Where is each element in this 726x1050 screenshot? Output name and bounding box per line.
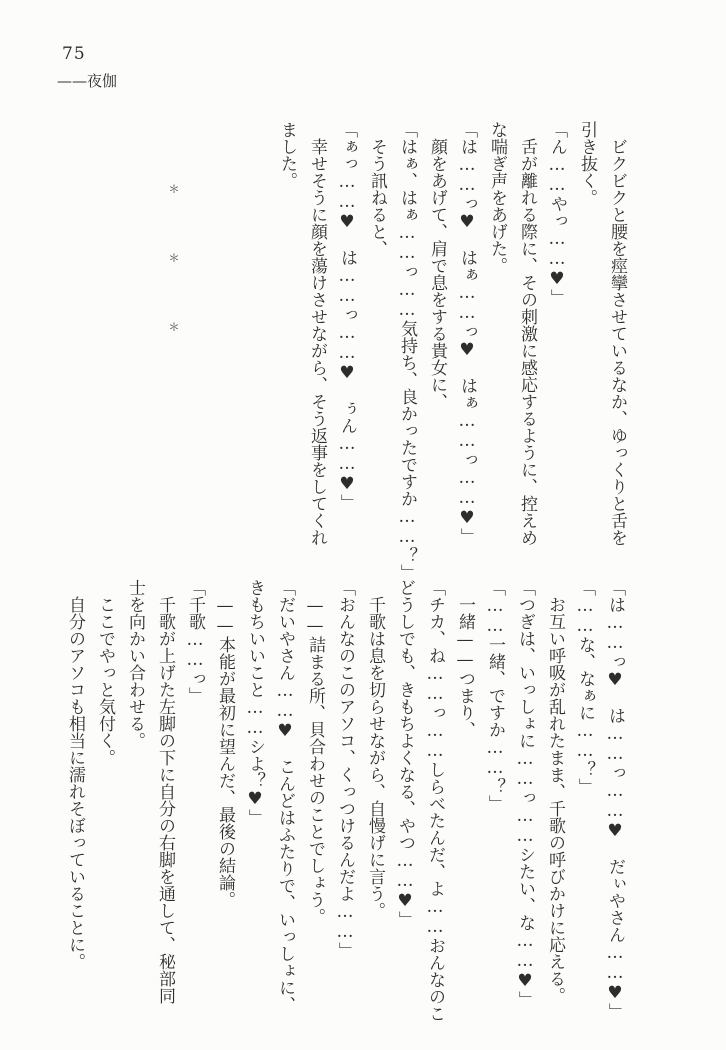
text-line: 幸せそうに顔を蕩けさせながら、そう返事をしてくれ xyxy=(307,138,327,546)
text-line: 一緒——つまり、 xyxy=(455,596,475,738)
text-line: ——本能が最初に望んだ、最後の結論。 xyxy=(215,596,235,908)
text-line: 「つぎは、いっしょに……っ……シたい、な……♥」 xyxy=(515,579,535,1008)
text-section-bottom xyxy=(60,579,630,1031)
text-line: 引き抜く。 xyxy=(577,121,597,206)
text-line: ました。 xyxy=(277,121,297,189)
text-line: 千歌は息を切らせながら、自慢げに言う。 xyxy=(365,596,385,919)
text-line: 顔をあげて、肩で息をする貴女に、 xyxy=(427,138,447,410)
text-line: 「……な、なぁに……？」 xyxy=(575,579,595,795)
text-line: 「千歌……っ」 xyxy=(185,579,205,704)
text-line: 「ぁっ……♥ は……っ……♥ ぅん……♥」 xyxy=(337,121,357,511)
text-line: 自分のアソコも相当に濡れそぼっていることに。 xyxy=(65,596,85,970)
text-line: な喘ぎ声をあげた。 xyxy=(487,121,507,274)
text-line: 「おんなのこのアソコ、くっつけるんだよ……」 xyxy=(335,579,355,959)
text-line: 「はぁ、はぁ……っ……気持ち、良かったですか……？」 xyxy=(397,121,417,581)
text-line: 「は……っ♥ はぁ……っ♥ はぁ……っ……♥」 xyxy=(457,121,477,545)
text-line: 「だいやさん……♥ こんどはふたりで、いっしょに、 xyxy=(275,579,295,1013)
text-line: 「は……っ♥ は……っ……♥ だぃやさん……♥」 xyxy=(605,579,625,1020)
text-line: 「チカ、ね……っ……しらべたんだ、よ……おんなのこ xyxy=(425,579,445,1022)
text-line: ——詰まる所、貝合わせのことでしょう。 xyxy=(305,596,325,925)
text-section-top xyxy=(158,121,632,581)
text-line: 士を向かい合わせる。 xyxy=(125,579,145,749)
text-line: ビクビクと腰を痙攣させているなか、ゆっくりと舌を xyxy=(607,138,627,546)
page-number: 75 xyxy=(62,44,86,64)
text-line: そう訊ねると、 xyxy=(367,138,387,257)
text-line: お互い呼吸が乱れたまま、千歌の呼びかけに応える。 xyxy=(545,596,565,1004)
chapter-header: ——夜伽 xyxy=(57,72,118,90)
scene-break-separator: ＊＊＊ xyxy=(167,183,180,390)
text-line: 「ん……やっ……♥」 xyxy=(547,121,567,306)
text-line: ここでやっと気付く。 xyxy=(95,596,115,766)
text-line: 千歌が上げた左脚の下に自分の右脚を通して、秘部同 xyxy=(155,596,175,1004)
text-line: どうしでも、きもちよくなる、やつ……♥」 xyxy=(395,579,415,928)
text-line: きもちいいこと……シよ？♥」 xyxy=(245,579,265,826)
text-line: 舌が離れる際に、その刺激に感応するように、控えめ xyxy=(517,138,537,546)
text-line: 「……一緒、ですか……？」 xyxy=(485,579,505,812)
